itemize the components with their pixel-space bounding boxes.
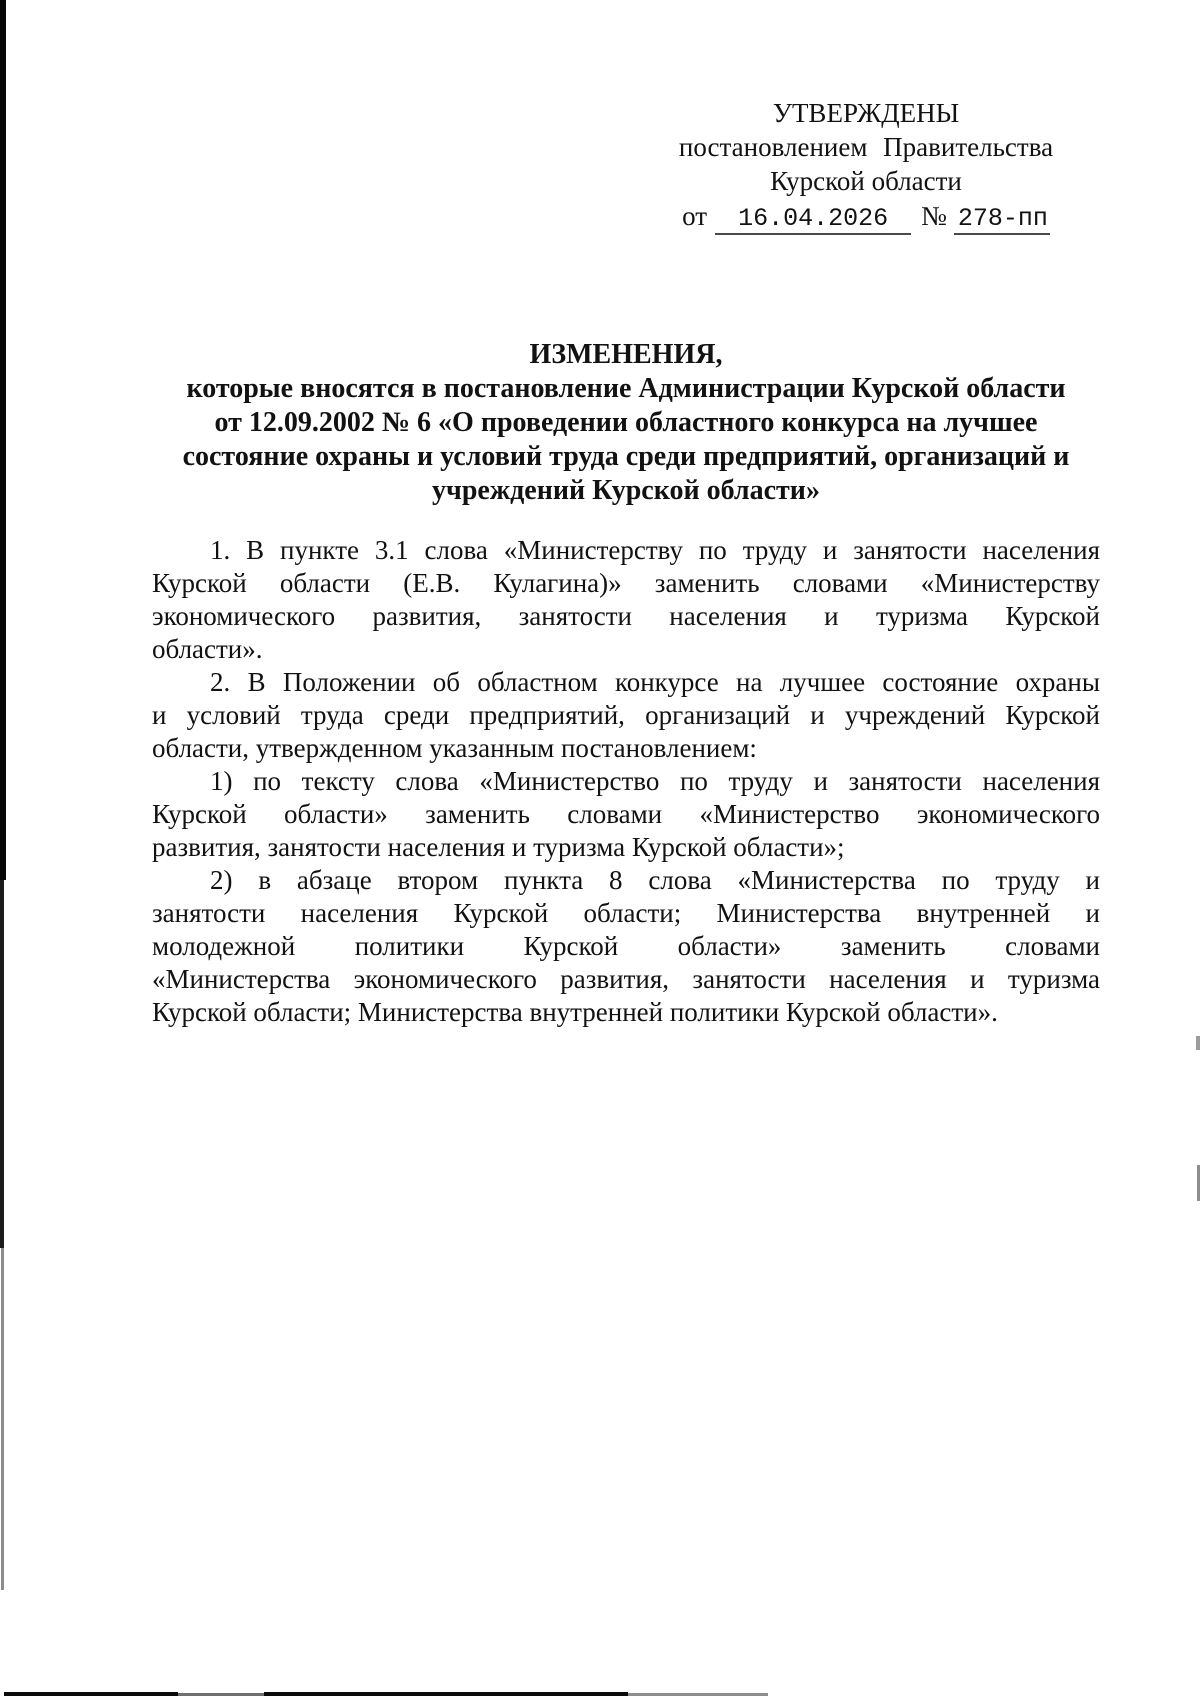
approval-date-number-line — [648, 199, 1084, 235]
paragraph-4-line: занятости населения Курской области; Министерства внутренней и — [152, 898, 1100, 928]
scan-artifact-left-edge-line — [0, 0, 6, 880]
approval-number-value: 278-пп — [954, 205, 1050, 235]
scan-artifact-bottom-line — [4, 1692, 178, 1696]
paragraph-2-line: и условий труда среди предприятий, организаций и учреждений Курской — [152, 700, 1100, 730]
scan-artifact-left-edge-line — [1, 1248, 4, 1590]
title-line: которые вносятся в постановление Администрации Курской области — [186, 373, 1066, 404]
paragraph-1-line: Курской области (Е.В. Кулагина)» заменить словами «Министерству — [152, 568, 1100, 598]
scan-artifact-bottom-line — [178, 1693, 264, 1696]
document-title — [152, 338, 1100, 508]
approval-line-approved: УТВЕРЖДЕНЫ — [772, 98, 960, 128]
approval-block — [648, 96, 1084, 235]
approval-line-resolution: постановлением Правительства — [678, 132, 1054, 162]
approval-date-value: 16.04.2026 — [715, 205, 911, 235]
paragraph-4-line: Курской области; Министерства внутренней политики Курской области». — [152, 997, 998, 1027]
number-sign-label: № — [921, 201, 947, 231]
scan-artifact-bottom-line — [264, 1692, 628, 1696]
paragraph-3-line: развития, занятости населения и туризма Курской области»; — [152, 832, 845, 862]
date-prefix-label: от — [682, 201, 708, 231]
paragraph-1-line: 1. В пункте 3.1 слова «Министерству по труду и занятости населения — [210, 535, 1100, 565]
scan-artifact-right-edge-tick — [1196, 1036, 1200, 1050]
paragraph-1-line: области». — [152, 634, 263, 664]
scan-artifact-left-edge-line — [0, 880, 4, 1248]
title-line: от 12.09.2002 № 6 «О проведении областного конкурса на лучшее — [214, 407, 1038, 438]
title-line: состояние охраны и условий труда среди предприятий, организаций и — [182, 441, 1070, 472]
paragraph-4-line: молодежной политики Курской области» заменить словами — [152, 931, 1100, 961]
document-body — [152, 534, 1100, 1029]
paragraph-2-line: 2. В Положении об областном конкурсе на лучшее состояние охраны — [210, 667, 1100, 697]
approval-line-region: Курской области — [770, 166, 962, 196]
title-line: учреждений Курской области» — [432, 475, 820, 506]
paragraph-2-line: области, утвержденном указанным постановлением: — [152, 733, 757, 763]
scan-artifact-bottom-line — [628, 1693, 768, 1696]
paragraph-3-line: Курской области» заменить словами «Министерство экономического — [152, 799, 1100, 829]
paragraph-1-line: экономического развития, занятости населения и туризма Курской — [152, 601, 1100, 631]
paragraph-4-line: «Министерства экономического развития, занятости населения и туризма — [152, 964, 1100, 994]
title-line: ИЗМЕНЕНИЯ, — [529, 339, 723, 370]
paragraph-4-line: 2) в абзаце втором пункта 8 слова «Министерства по труду и — [210, 865, 1100, 895]
paragraph-3-line: 1) по тексту слова «Министерство по труду и занятости населения — [210, 766, 1100, 796]
